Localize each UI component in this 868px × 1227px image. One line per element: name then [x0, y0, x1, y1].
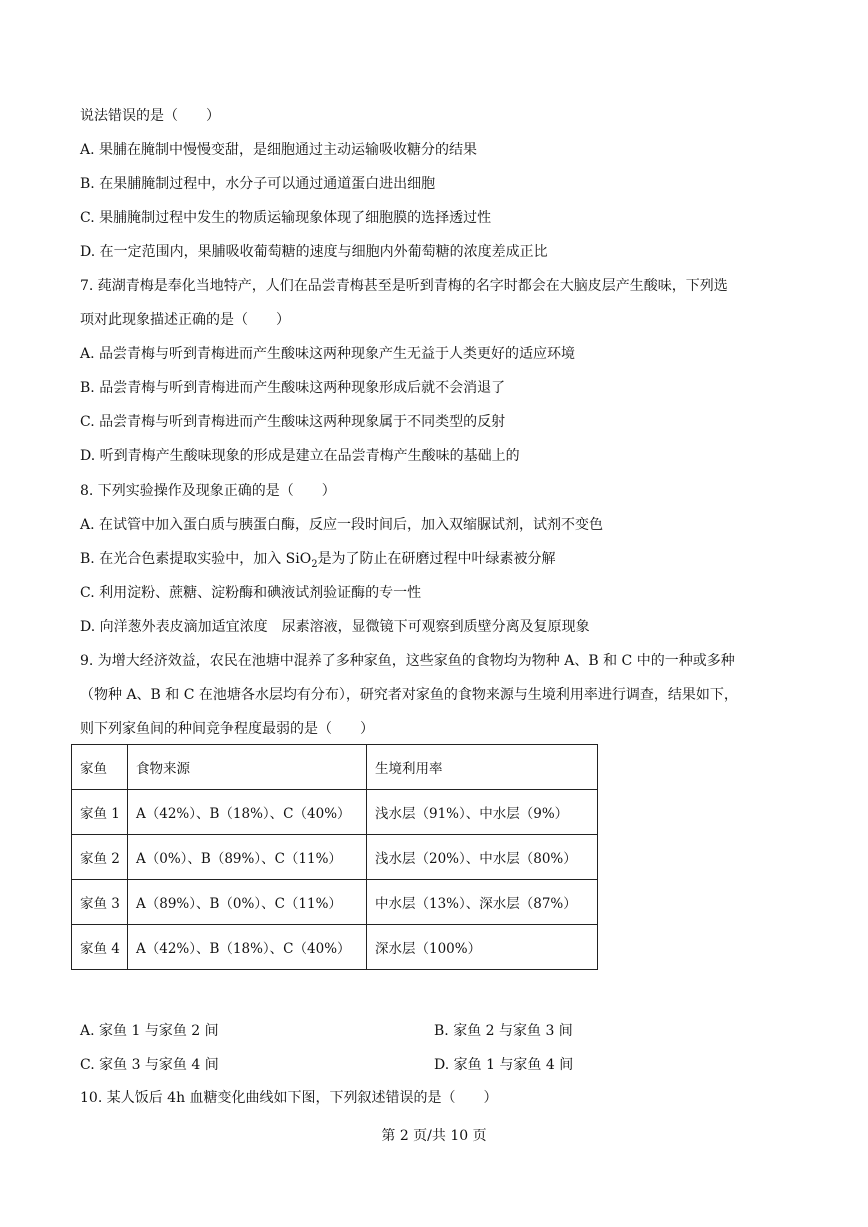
header-cell-habitat: 生境利用率	[367, 745, 598, 790]
table-cell: 中水层（13%）、深水层（87%）	[367, 880, 598, 925]
table-header-row	[72, 745, 598, 790]
q9-option-a: A. 家鱼 1 与家鱼 2 间	[80, 1023, 219, 1039]
table-cell: A（42%）、B（18%）、C（40%）	[128, 925, 367, 970]
table-cell: 浅水层（20%）、中水层（80%）	[367, 835, 598, 880]
q9-option-c: C. 家鱼 3 与家鱼 4 间	[80, 1057, 219, 1073]
table-row	[72, 925, 598, 970]
q8-stem: 8. 下列实验操作及现象正确的是（ ）	[80, 483, 336, 499]
q9-stem-line-3: 则下列家鱼间的种间竞争程度最弱的是（ ）	[80, 721, 374, 737]
table-cell: 家鱼 1	[72, 790, 128, 835]
fish-table	[71, 744, 598, 970]
q7-option-a: A. 品尝青梅与听到青梅进而产生酸味这两种现象产生无益于人类更好的适应环境	[80, 346, 576, 362]
table-cell: 深水层（100%）	[367, 925, 598, 970]
q8-option-b-pre: B. 在光合色素提取实验中，加入 SiO	[80, 551, 312, 567]
q6-option-c: C. 果脯腌制过程中发生的物质运输现象体现了细胞膜的选择透过性	[80, 210, 492, 226]
table-cell: A（42%）、B（18%）、C（40%）	[128, 790, 367, 835]
table-row	[72, 790, 598, 835]
table-cell: 浅水层（91%）、中水层（9%）	[367, 790, 598, 835]
q8-option-b	[80, 549, 556, 575]
q9-stem-line-2: （物种 A、B 和 C 在池塘各水层均有分布），研究者对家鱼的食物来源与生境利用率进行调查，结果如下，	[80, 687, 738, 703]
q9-stem-line-1: 9. 为增大经济效益，农民在池塘中混养了多种家鱼，这些家鱼的食物均为物种 A、B 和 C 中的一种或多种	[80, 653, 735, 669]
table-cell: A（89%）、B（0%）、C（11%）	[128, 880, 367, 925]
q7-option-c: C. 品尝青梅与听到青梅进而产生酸味这两种现象属于不同类型的反射	[80, 414, 506, 430]
q8-option-d: D. 向洋葱外表皮滴加适宜浓度 尿素溶液，显微镜下可观察到质壁分离及复原现象	[80, 619, 590, 635]
table-row	[72, 880, 598, 925]
q8-option-c: C. 利用淀粉、蔗糖、淀粉酶和碘液试剂验证酶的专一性	[80, 585, 422, 601]
header-cell-fish: 家鱼	[72, 745, 128, 790]
header-cell-food: 食物来源	[128, 745, 367, 790]
q6-option-d: D. 在一定范围内，果脯吸收葡萄糖的速度与细胞内外葡萄糖的浓度差成正比	[80, 244, 548, 260]
page-footer: 第 2 页/共 10 页	[381, 1128, 487, 1144]
table-cell: 家鱼 2	[72, 835, 128, 880]
table-row	[72, 835, 598, 880]
table-cell: A（0%）、B（89%）、C（11%）	[128, 835, 367, 880]
q9-option-d: D. 家鱼 1 与家鱼 4 间	[434, 1057, 574, 1073]
table-cell: 家鱼 4	[72, 925, 128, 970]
q8-option-a: A. 在试管中加入蛋白质与胰蛋白酶，反应一段时间后，加入双缩脲试剂，试剂不变色	[80, 517, 604, 533]
q7-option-d: D. 听到青梅产生酸味现象的形成是建立在品尝青梅产生酸味的基础上的	[80, 448, 520, 464]
q6-option-a: A. 果脯在腌制中慢慢变甜，是细胞通过主动运输吸收糖分的结果	[80, 142, 478, 158]
q7-stem-line-2: 项对此现象描述正确的是（ ）	[80, 312, 290, 328]
q10-stem: 10. 某人饭后 4h 血糖变化曲线如下图，下列叙述错误的是（ ）	[80, 1090, 498, 1106]
q9-option-b: B. 家鱼 2 与家鱼 3 间	[434, 1023, 573, 1039]
q8-option-b-post: 是为了防止在研磨过程中叶绿素被分解	[317, 551, 556, 567]
q6-option-b: B. 在果脯腌制过程中，水分子可以通过通道蛋白进出细胞	[80, 176, 436, 192]
q7-option-b: B. 品尝青梅与听到青梅进而产生酸味这两种现象形成后就不会消退了	[80, 380, 506, 396]
q6-stem-tail: 说法错误的是（ ）	[80, 108, 220, 124]
table-cell: 家鱼 3	[72, 880, 128, 925]
q8-option-b-subscript: 2	[311, 558, 318, 570]
q7-stem-line-1: 7. 莼湖青梅是奉化当地特产，人们在品尝青梅甚至是听到青梅的名字时都会在大脑皮层产生酸味，下列选	[80, 278, 728, 294]
